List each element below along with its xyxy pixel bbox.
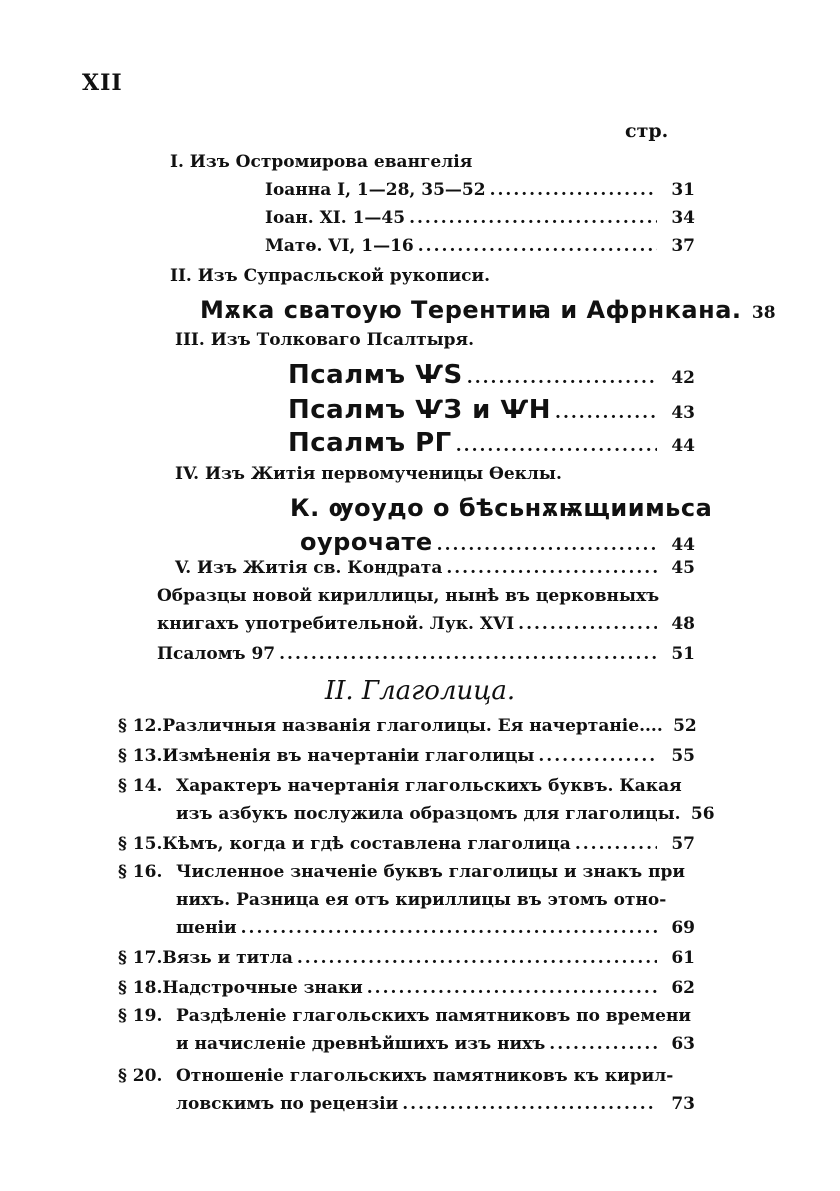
dot-leader xyxy=(538,746,657,766)
entry-text: нихъ. Разница ея отъ кириллицы въ этомъ отно- xyxy=(176,890,667,910)
toc-row xyxy=(265,180,695,200)
dot-leader xyxy=(456,436,657,456)
entry-iv-text-a: К. ѹоудо о бѣсьнѫѭщиимьса xyxy=(290,494,713,522)
entry-page: 63 xyxy=(671,1034,695,1054)
dot-leader xyxy=(409,208,657,228)
toc-row xyxy=(118,1006,695,1026)
toc-row xyxy=(157,614,695,634)
entry-page: 52 xyxy=(673,716,697,736)
dot-leader xyxy=(467,368,657,388)
toc-row xyxy=(265,236,695,256)
dot-leader xyxy=(402,1094,657,1114)
entry-iv-title: IV. Изъ Житія первомученицы Ѳеклы. xyxy=(175,464,562,484)
section-number: § 14. xyxy=(118,776,163,796)
section-number: § 20. xyxy=(118,1066,163,1086)
toc-row xyxy=(118,716,695,736)
entry-obraztsy-line1: Образцы новой кириллицы, нынѣ въ церковныхъ xyxy=(157,586,660,606)
dot-leader xyxy=(575,834,657,854)
entry-text: Надстрочные знаки xyxy=(162,978,363,998)
entry-page: 56 xyxy=(690,804,715,824)
entry-page: 51 xyxy=(671,644,695,664)
dot-leader xyxy=(549,1034,657,1054)
entry-page: 42 xyxy=(671,368,695,388)
entry-page: 57 xyxy=(671,834,695,854)
entry-text: изъ азбукъ послужила образцомъ для глаголицы. xyxy=(176,804,681,824)
entry-page: 55 xyxy=(671,746,695,766)
toc-row xyxy=(175,558,695,578)
dot-leader xyxy=(490,180,657,200)
section-number: § 13. xyxy=(118,746,163,766)
entry-text: Псалмъ РГ xyxy=(288,428,452,458)
section-number: § 18. xyxy=(118,978,163,998)
dot-leader xyxy=(297,948,657,968)
entry-page: 38 xyxy=(751,303,776,323)
entry-text: ловскимъ по рецензіи xyxy=(176,1094,399,1114)
entry-page: 69 xyxy=(671,918,695,938)
entry-page: 48 xyxy=(671,614,695,634)
entry-page: 44 xyxy=(671,436,695,456)
toc-row xyxy=(176,1034,695,1054)
entry-page: 62 xyxy=(671,978,695,998)
entry-page: 34 xyxy=(671,208,695,228)
section-number: § 16. xyxy=(118,862,163,882)
dot-leader xyxy=(518,614,657,634)
entry-page: 31 xyxy=(671,180,695,200)
section-number: § 12. xyxy=(118,716,163,736)
dot-leader xyxy=(437,535,657,555)
entry-i-title: I. Изъ Остромирова евангелія xyxy=(170,152,473,172)
toc-row xyxy=(265,208,695,228)
entry-text: Различныя названія глаголицы. Ея начертаніе.... xyxy=(162,716,663,736)
entry-text: Кѣмъ, когда и гдѣ составлена глаголица xyxy=(162,834,571,854)
toc-row xyxy=(288,395,695,425)
entry-page: 61 xyxy=(671,948,695,968)
dot-leader xyxy=(418,236,657,256)
entry-text: Псаломъ 97 xyxy=(157,644,276,664)
entry-text: Вязь и титла xyxy=(162,948,293,968)
entry-text: V. Изъ Житія св. Кондрата xyxy=(175,558,443,578)
page-number: XII xyxy=(82,70,123,96)
entry-text: Іоанна I, 1—28, 35—52 xyxy=(265,180,486,200)
toc-row xyxy=(300,528,695,556)
entry-page: 45 xyxy=(671,558,695,578)
toc-row xyxy=(288,428,695,458)
entry-page: 44 xyxy=(671,535,695,555)
toc-row xyxy=(118,1066,695,1086)
entry-text: Іоан. XI. 1—45 xyxy=(265,208,406,228)
dot-leader xyxy=(555,403,657,423)
entry-text: Раздѣленіе глагольскихъ памятниковъ по времени xyxy=(176,1006,692,1026)
toc-row xyxy=(176,918,695,938)
entry-text: и начисленіе древнѣйшихъ изъ нихъ xyxy=(176,1034,546,1054)
toc-row xyxy=(176,804,715,824)
dot-leader xyxy=(241,918,657,938)
dot-leader xyxy=(446,558,657,578)
toc-row xyxy=(118,776,695,796)
entry-text: шеніи xyxy=(176,918,237,938)
entry-text: книгахъ употребительной. Лук. XVI xyxy=(157,614,515,634)
toc-row xyxy=(118,862,695,882)
entry-text: Псалмъ ѰS xyxy=(288,360,463,390)
entry-page: 43 xyxy=(671,403,695,423)
entry-text: Отношеніе глагольскихъ памятниковъ къ кирил- xyxy=(176,1066,674,1086)
entry-text: Псалмъ ѰЗ и ѰН xyxy=(288,395,552,425)
toc-row xyxy=(118,948,695,968)
dot-leader xyxy=(367,978,657,998)
toc-row xyxy=(118,834,695,854)
toc-row xyxy=(200,296,776,324)
entry-text: Характеръ начертанія глагольскихъ буквъ. Какая xyxy=(176,776,682,796)
entry-text: Измѣненія въ начертаніи глаголицы xyxy=(162,746,535,766)
section-number: § 19. xyxy=(118,1006,163,1026)
dot-leader xyxy=(279,644,657,664)
section-heading: II. Глаголица. xyxy=(324,676,516,706)
section-number: § 15. xyxy=(118,834,163,854)
toc-row xyxy=(118,746,695,766)
entry-text: Мѫка сватоую Терентиꙗ и Афрнкана. xyxy=(200,296,742,324)
toc-row xyxy=(157,644,695,664)
entry-text: оурочате xyxy=(300,528,433,556)
toc-row xyxy=(176,1094,695,1114)
page-column-label: стр. xyxy=(625,120,669,142)
entry-page: 73 xyxy=(671,1094,695,1114)
toc-row xyxy=(288,360,695,390)
entry-iii-title: III. Изъ Толковаго Псалтыря. xyxy=(175,330,475,350)
entry-text: Матѳ. VI, 1—16 xyxy=(265,236,414,256)
entry-page: 37 xyxy=(671,236,695,256)
toc-row xyxy=(118,978,695,998)
section-number: § 17. xyxy=(118,948,163,968)
entry-ii-title: II. Изъ Супрасльской рукописи. xyxy=(170,266,491,286)
entry-text: Численное значеніе буквъ глаголицы и знакъ при xyxy=(176,862,686,882)
